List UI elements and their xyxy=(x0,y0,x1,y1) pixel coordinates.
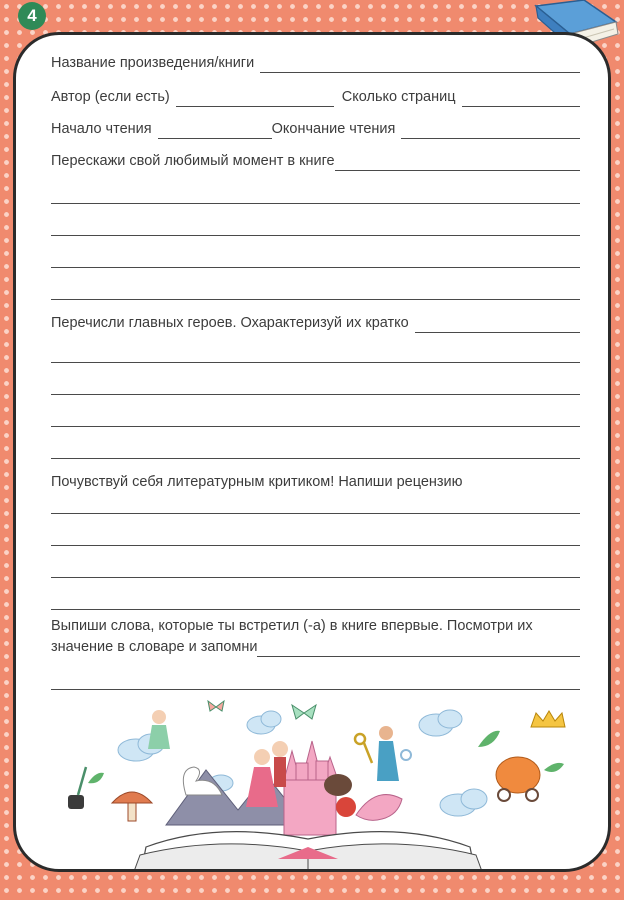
pages-label: Сколько страниц xyxy=(341,89,456,105)
fairy-tale-illustration xyxy=(16,35,611,872)
pumpkin-carriage-icon xyxy=(496,757,540,801)
end-label: Окончание чтения xyxy=(271,121,396,137)
mermaid-figure xyxy=(377,726,399,781)
title-label: Название произведения/книги xyxy=(51,55,255,71)
start-label: Начало чтения xyxy=(51,121,152,137)
mushroom-icon xyxy=(112,792,152,821)
open-book-icon xyxy=(132,832,484,872)
fairy-figure xyxy=(148,710,170,749)
words-prompt-line-2: значение в словаре и запомни xyxy=(51,639,258,655)
ink-pot-icon xyxy=(68,767,86,809)
princess-figure xyxy=(246,749,278,807)
prince-figure xyxy=(272,741,288,787)
horse-icon xyxy=(356,795,402,821)
cauldron-icon xyxy=(324,774,352,796)
author-label: Автор (если есть) xyxy=(51,89,170,105)
crown-icon xyxy=(531,711,565,727)
ring-icon xyxy=(401,750,411,760)
review-prompt: Почувствуй себя литературным критиком! Напиши рецензию xyxy=(51,474,463,490)
apple-icon xyxy=(336,797,356,817)
key-icon xyxy=(355,734,372,763)
retell-prompt: Перескажи свой любимый момент в книге xyxy=(51,153,335,169)
words-prompt-line-1: Выпиши слова, которые ты встретил (-а) в книге впервые. Посмотри их xyxy=(51,618,533,634)
reading-form-card xyxy=(13,32,611,872)
page-number: 4 xyxy=(18,2,46,30)
heroes-prompt: Перечисли главных героев. Охарактеризуй их кратко xyxy=(51,315,409,331)
